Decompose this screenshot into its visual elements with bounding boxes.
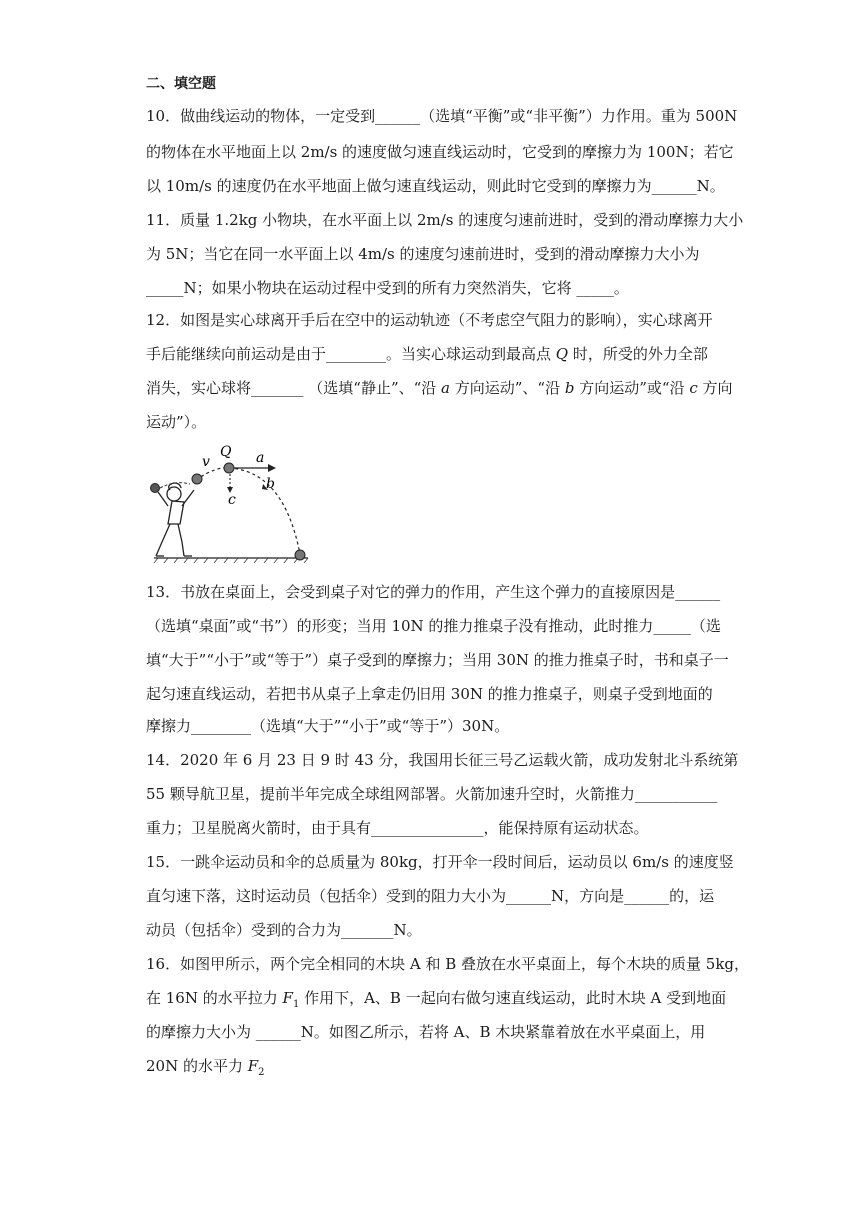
q12-line-3b: 方向运动”、“沿 (450, 379, 565, 397)
label-v: v (202, 454, 210, 470)
section-heading: 二、填空题 (146, 76, 216, 92)
q14-line-2: 55 颗导航卫星，提前半年完成全球组网部署。火箭加速升空时，火箭推力___________ (146, 785, 718, 803)
q16-line-4a: 20N 的水平力 (146, 1057, 248, 1075)
label-c: c (228, 492, 236, 508)
q14-line-3: 重力；卫星脱离火箭时，由于具有_______________，能保持原有运动状态。 (146, 819, 649, 837)
q12-var-a: a (441, 379, 450, 397)
q12-point-q: Q (555, 345, 569, 363)
q16-line-2a: 在 16N 的水平拉力 (146, 989, 283, 1007)
q13-line-1: 13．书放在桌面上，会受到桌子对它的弹力的作用，产生这个弹力的直接原因是______ (146, 583, 721, 601)
q16-line-4 (146, 1056, 726, 1083)
q16-force-f1: F (282, 989, 293, 1007)
q12-line-1: 12．如图是实心球离开手后在空中的运动轨迹（不考虑空气阻力的影响），实心球离开 (146, 311, 713, 329)
q14-line-1: 14．2020 年 6 月 23 日 9 时 43 分，我国用长征三号乙运载火箭，成功发射北斗系统第 (146, 751, 739, 769)
q10-line-3: 以 10m/s 的速度仍在水平地面上做匀速直线运动，则此时它受到的摩擦力为______N。 (146, 177, 725, 195)
label-a: a (256, 450, 265, 466)
arrow-a-head (268, 464, 276, 472)
q12-line-3c: 方向运动”或“沿 (574, 379, 690, 397)
label-q: Q (220, 444, 232, 460)
trajectory-path (196, 468, 300, 554)
q13-line-3: 填“大于”“小于”或“等于”）桌子受到的摩擦力；当用 30N 的推力推桌子时，书和桌子一 (146, 651, 729, 669)
label-b: b (266, 476, 275, 492)
q12-line-3 (146, 378, 733, 398)
q15-line-2: 直匀速下落，这时运动员（包括伞）受到的阻力大小为______N，方向是______的，运 (146, 887, 715, 905)
q12-line-4: 运动”）。 (146, 413, 207, 431)
q11-line-3: _____N；如果小物块在运动过程中受到的所有力突然消失，它将 _____。 (146, 279, 629, 297)
q16-force-f2: F (247, 1057, 259, 1075)
q12-line-2b: 时，所受的外力全部 (568, 345, 708, 363)
q12-line-3a: 消失，实心球将_______ （选填“静止”、“沿 (146, 379, 442, 397)
held-ball (151, 484, 160, 493)
trajectory-figure (144, 444, 314, 566)
q16-line-2 (146, 988, 726, 1015)
q13-line-5: 摩擦力________（选填“大于”“小于”或“等于”）30N。 (146, 717, 510, 735)
q11-line-2: 为 5N；当它在同一水平面上以 4m/s 的速度匀速前进时，受到的滑动摩擦力大小为 (146, 245, 700, 263)
q11-line-1: 11．质量 1.2kg 小物块，在水平面上以 2m/s 的速度匀速前进时，受到的滑动摩擦力大小 (146, 211, 744, 229)
q16-line-3: 的摩擦力大小为 ______N。如图乙所示，若将 A、B 木块紧靠着放在水平桌面上，用 (146, 1023, 706, 1041)
q12-line-3d: 方向 (697, 379, 733, 397)
q12-var-b: b (564, 379, 575, 397)
q12-line-2a: 手后能继续向前运动是由于________。当实心球运动到最高点 (146, 345, 556, 363)
q13-line-4: 起匀速直线运动，若把书从桌子上拿走仍旧用 30N 的推力推桌子，则桌子受到地面的 (146, 685, 713, 703)
q16-force-f1-sub: 1 (292, 999, 300, 1010)
q10-line-1: 10．做曲线运动的物体，一定受到______（选填“平衡”或“非平衡”）力作用。重为 500N (146, 107, 738, 125)
thrower-figure (156, 483, 194, 556)
q10-line-2: 的物体在水平地面上以 2m/s 的速度做匀速直线运动时，它受到的摩擦力为 100N；若它 (146, 143, 734, 161)
q16-line-2b: 作用下，A、B 一起向右做匀速直线运动，此时木块 A 受到地面 (299, 989, 727, 1007)
q12-var-c: c (689, 379, 698, 397)
ball-v (192, 474, 202, 484)
q12-line-2 (146, 344, 726, 364)
q15-line-1: 15．一跳伞运动员和伞的总质量为 80kg，打开伞一段时间后，运动员以 6m/s 的速度竖 (146, 853, 734, 871)
q13-line-2: （选填“桌面”或“书”）的形变；当用 10N 的推力推桌子没有推动，此时推力_____（选 (146, 617, 721, 635)
q16-force-f2-sub: 2 (258, 1067, 265, 1078)
ground-hatch (154, 558, 308, 563)
landed-ball (295, 550, 305, 560)
q16-line-1: 16．如图甲所示，两个完全相同的木块 A 和 B 叠放在水平桌面上，每个木块的质量 5kg， (146, 955, 750, 973)
q15-line-3: 动员（包括伞）受到的合力为_______N。 (146, 921, 422, 939)
trajectory-diagram (144, 444, 314, 566)
ball-q (224, 463, 234, 473)
